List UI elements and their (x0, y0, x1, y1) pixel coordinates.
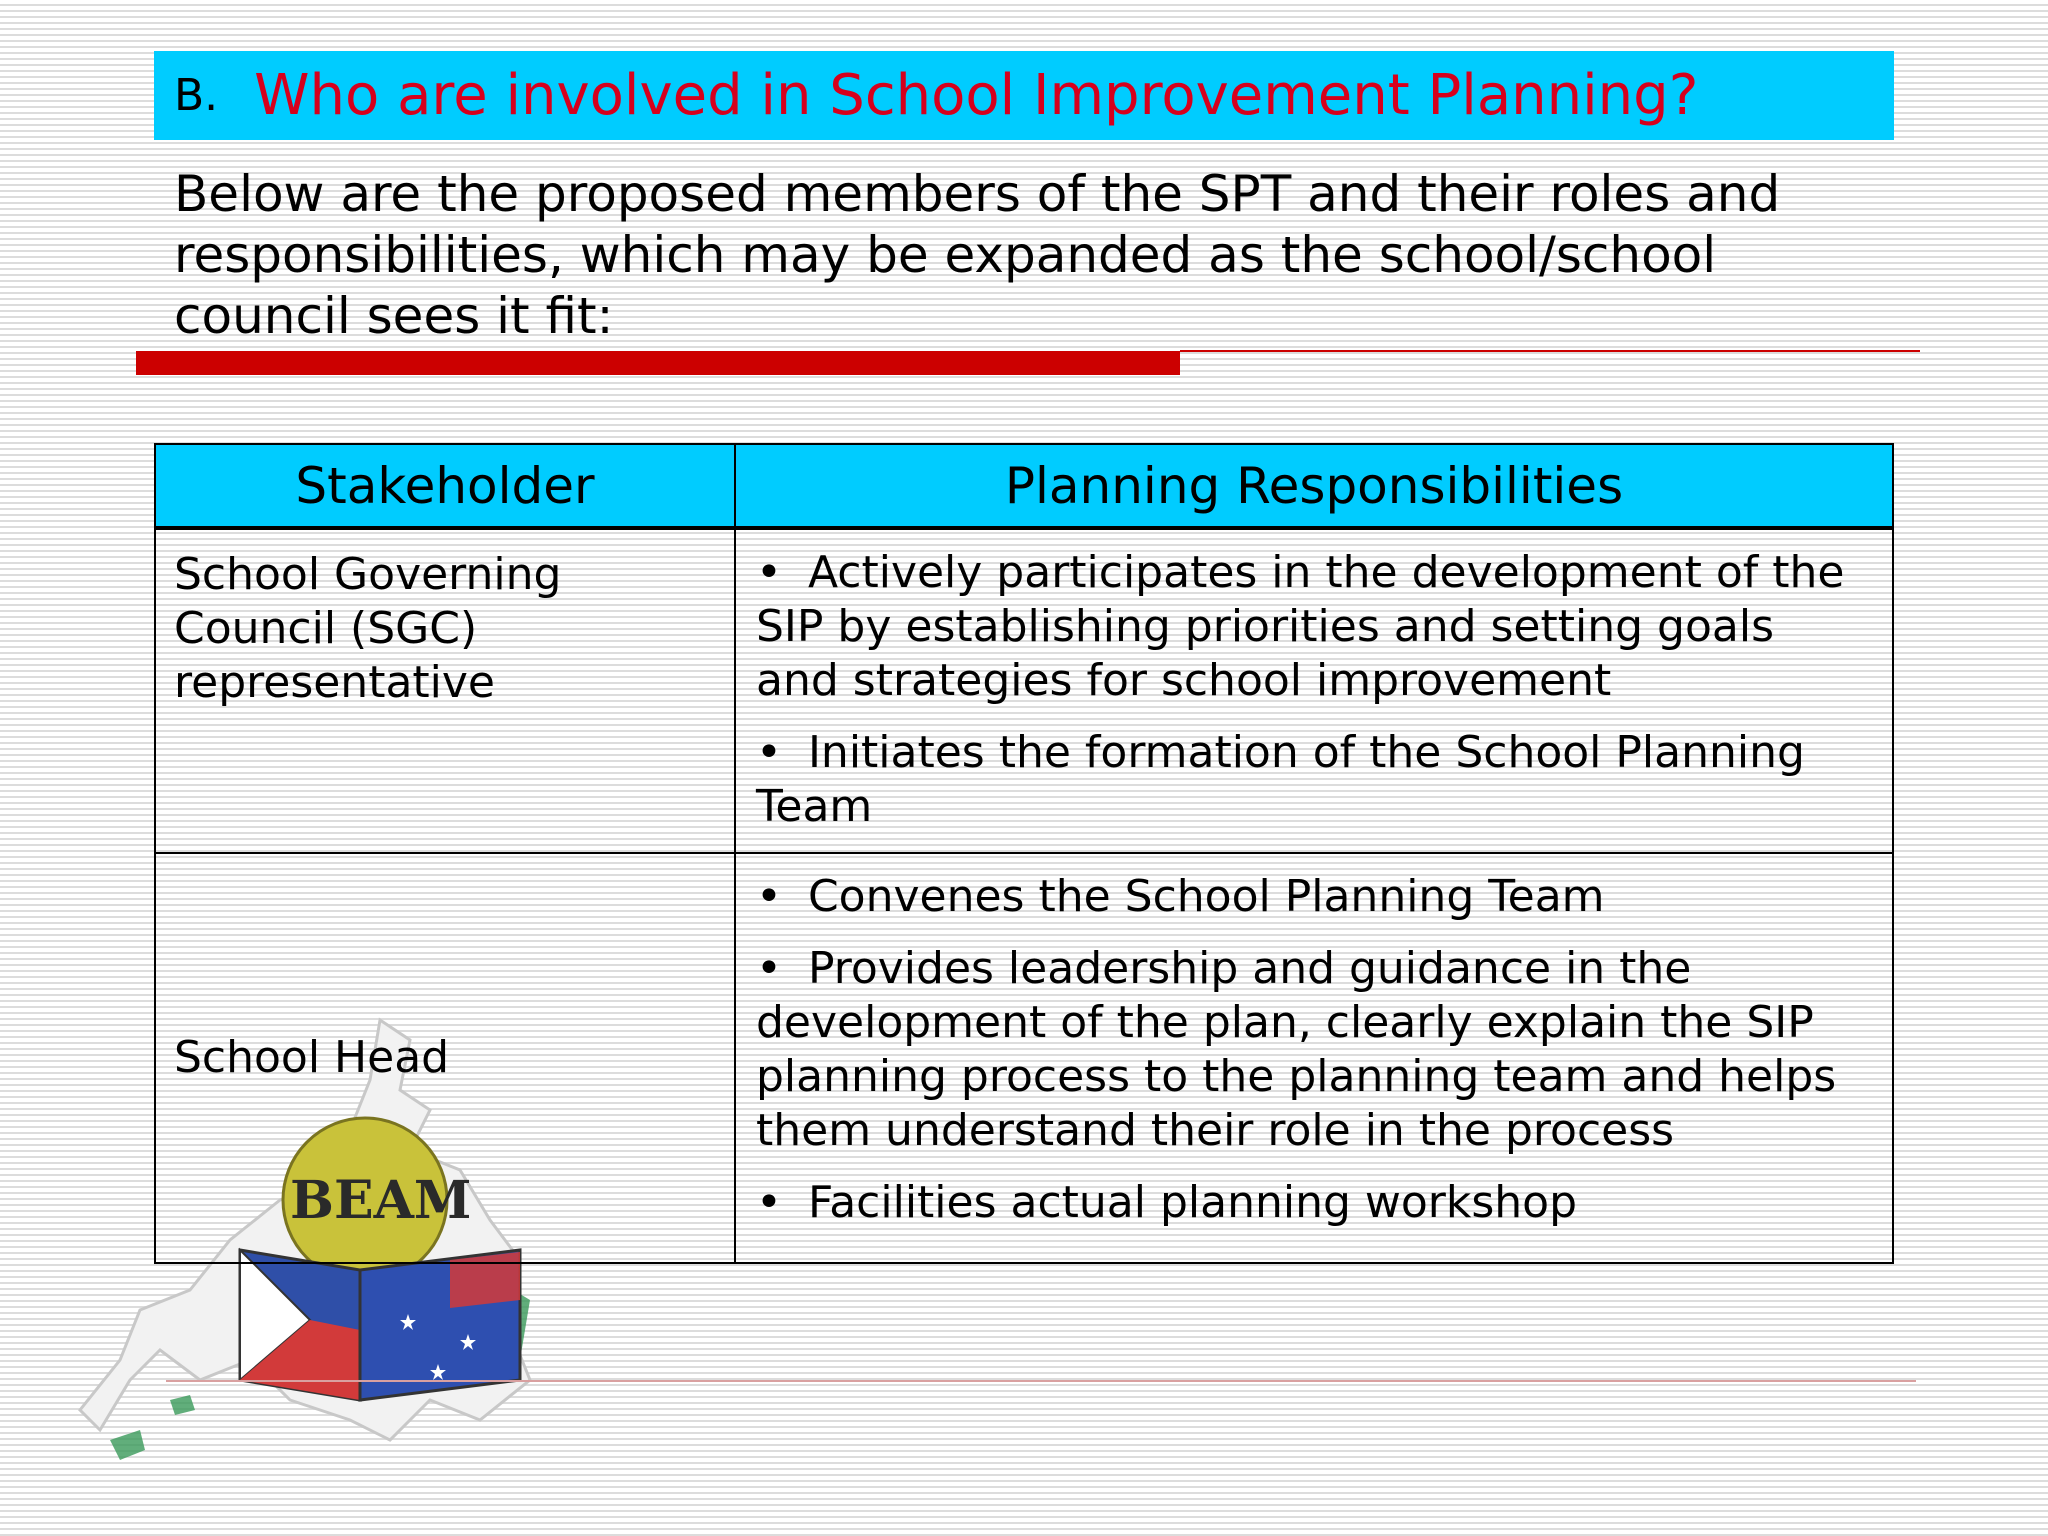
green-small-islands (110, 1395, 195, 1460)
accent-rule-thick (136, 351, 1180, 375)
page-title: Who are involved in School Improvement Planning? (254, 63, 1699, 128)
bullet-icon: • (756, 871, 782, 922)
table-row (155, 528, 1893, 853)
header-planning-responsibilities: Planning Responsibilities (735, 444, 1893, 528)
footer-rule (166, 1380, 1916, 1382)
bullet-icon: • (756, 727, 782, 778)
responsibility-item (756, 546, 1870, 708)
bullet-icon: • (756, 1177, 782, 1228)
responsibilities-cell (735, 528, 1893, 853)
responsibilities-table (154, 443, 1894, 1264)
responsibility-item (756, 870, 1870, 924)
responsibility-text: Actively participates in the development of the SIP by establishing priorities and setting goals and strategies for school improvement (756, 547, 1845, 706)
responsibility-text: Provides leadership and guidance in the development of the plan, clearly explain the SIP planning process to the planning team and helps them understand their role in the process (756, 943, 1837, 1156)
responsibility-text: Convenes the School Planning Team (807, 871, 1605, 922)
bullet-icon: • (756, 943, 782, 994)
bullet-icon: • (756, 547, 782, 598)
responsibility-text: Facilities actual planning workshop (807, 1177, 1578, 1228)
logo-letters: BEAM (290, 1170, 472, 1231)
table-header-row (155, 444, 1893, 528)
responsibility-item (756, 1176, 1870, 1230)
header-stakeholder: Stakeholder (155, 444, 735, 528)
title-banner (154, 51, 1894, 140)
stakeholder-cell: School Governing Council (SGC) representative (155, 528, 735, 853)
section-letter: B. (174, 70, 219, 121)
accent-rule-thin (1180, 350, 1920, 352)
responsibility-item (756, 726, 1870, 834)
table-row (155, 853, 1893, 1263)
intro-paragraph: Below are the proposed members of the SPT and their roles and responsibilities, which may be expanded as the school/school council sees it fit: (174, 165, 1781, 345)
responsibility-item (756, 942, 1870, 1158)
stakeholder-cell: School Head (155, 853, 735, 1263)
responsibilities-cell (735, 853, 1893, 1263)
responsibility-text: Initiates the formation of the School Planning Team (756, 727, 1805, 832)
